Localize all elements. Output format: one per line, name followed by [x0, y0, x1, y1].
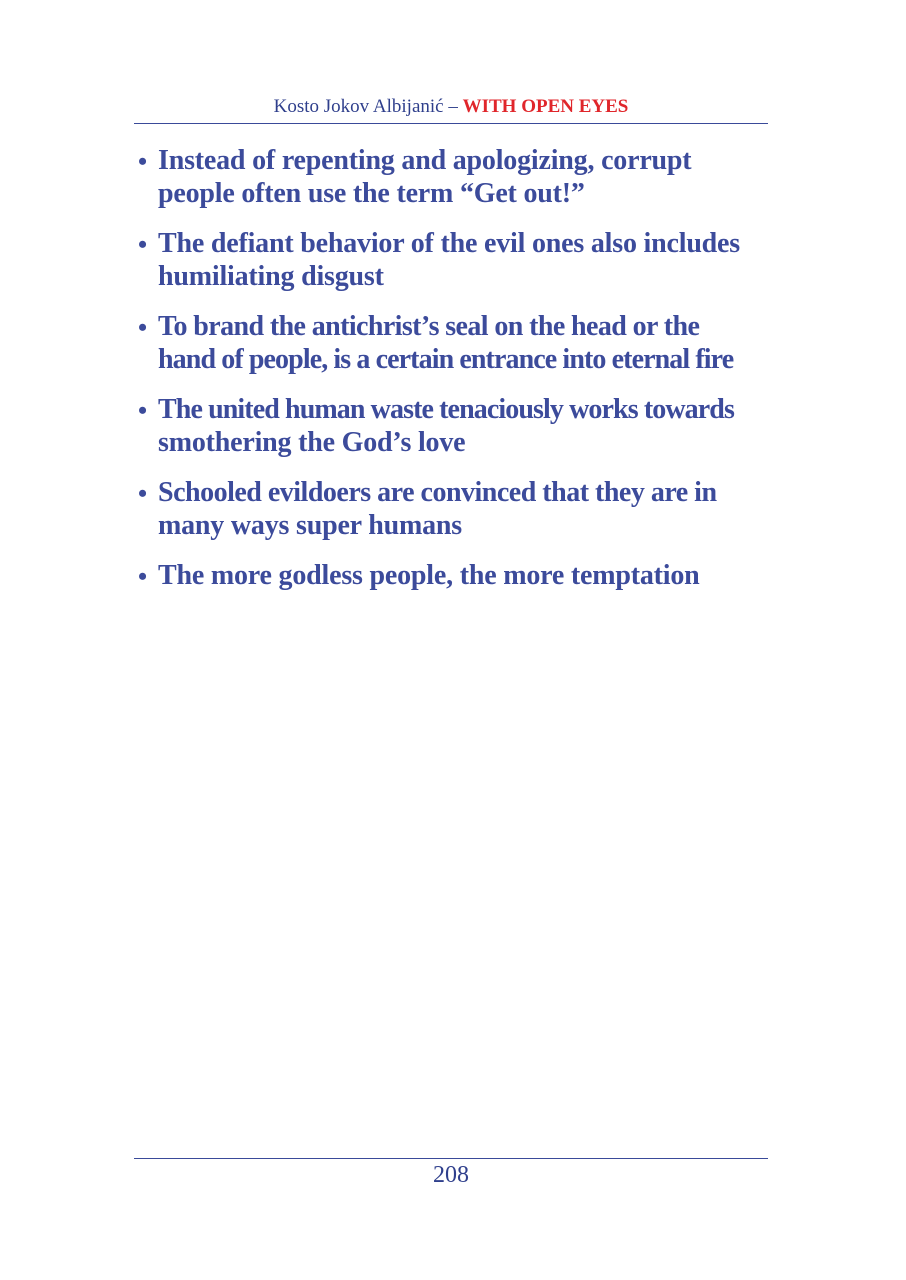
list-item — [134, 144, 774, 210]
list-item-line: humiliating disgust — [158, 261, 384, 292]
bullet-icon: • — [138, 396, 147, 425]
aphorism-list — [134, 144, 774, 609]
list-item-line: The more godless people, the more temptation — [158, 560, 700, 591]
list-item — [134, 310, 774, 376]
list-item-line: many ways super humans — [158, 510, 462, 541]
list-item — [134, 476, 774, 542]
page-number: 208 — [433, 1162, 469, 1188]
list-item-line: The united human waste tenaciously works towards — [158, 394, 734, 425]
header-rule — [134, 123, 768, 124]
list-item — [134, 393, 774, 459]
bullet-icon: • — [138, 313, 147, 342]
header-author: Kosto Jokov Albijanić – — [273, 96, 463, 117]
bullet-icon: • — [138, 230, 147, 259]
list-item-line: smothering the God’s love — [158, 427, 466, 458]
bullet-icon: • — [138, 147, 147, 176]
running-header — [134, 94, 768, 120]
list-item — [134, 227, 774, 293]
list-item — [134, 559, 774, 592]
list-item-line: people often use the term “Get out!” — [158, 178, 585, 209]
list-item-line: Schooled evildoers are convinced that they are in — [158, 477, 717, 508]
list-item-line: To brand the antichrist’s seal on the head or the — [158, 311, 700, 342]
bullet-icon: • — [138, 562, 147, 591]
list-item-line: hand of people, is a certain entrance into eternal fire — [158, 344, 734, 375]
list-item-line: Instead of repenting and apologizing, corrupt — [158, 145, 692, 176]
header-book-title: WITH OPEN EYES — [462, 96, 629, 117]
footer-rule — [134, 1158, 768, 1159]
bullet-icon: • — [138, 479, 147, 508]
list-item-line: The defiant behavior of the evil ones also includes — [158, 228, 740, 259]
